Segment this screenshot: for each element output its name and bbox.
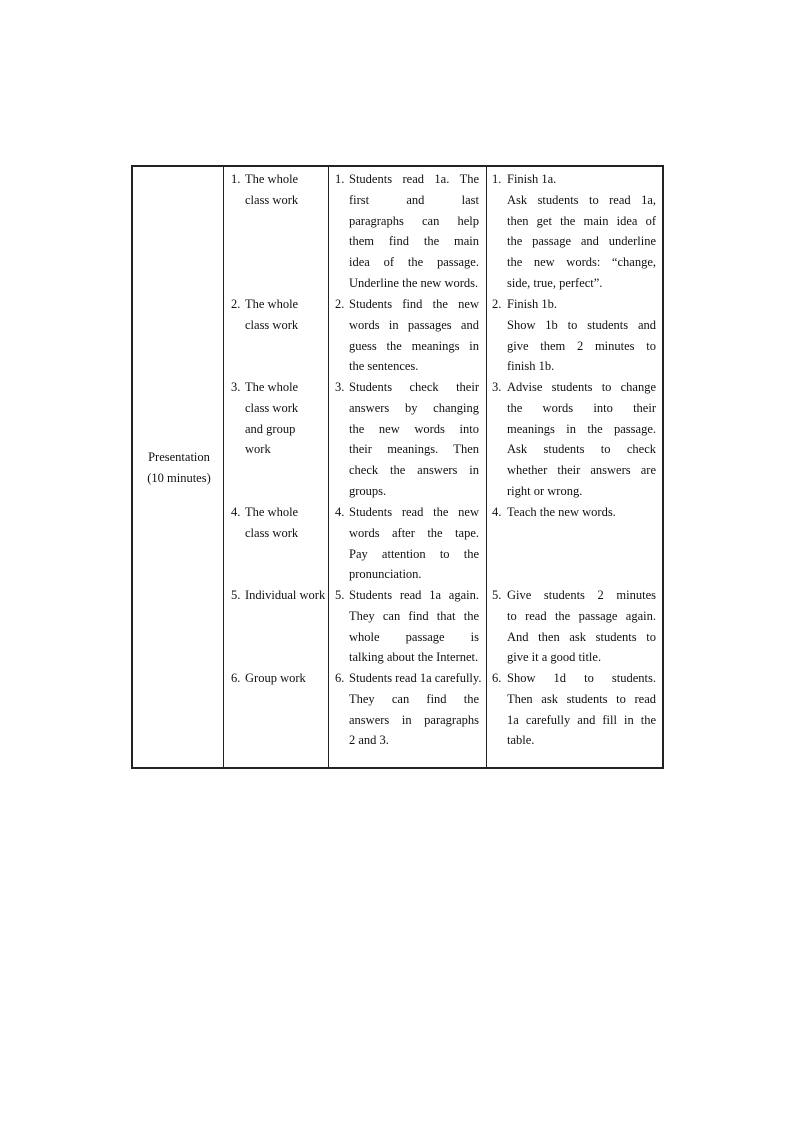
text-line: work — [245, 442, 271, 457]
text-line: And then ask students to — [507, 629, 656, 644]
column-divider — [486, 167, 487, 767]
item-number: 6. — [492, 671, 502, 685]
cell-text — [245, 585, 337, 606]
cell-text — [245, 668, 337, 689]
text-line: Students read the new — [349, 505, 479, 519]
text-line: words in passages and — [349, 317, 479, 332]
text-line: right or wrong. — [507, 483, 583, 498]
text-line: the new words into — [349, 421, 479, 436]
item-number: 3. — [492, 380, 502, 394]
text-line: them find the main — [349, 234, 479, 249]
text-line: Show 1d to students. — [507, 671, 656, 685]
text-line: Students find the new — [349, 297, 479, 311]
text-line: Ask students to read 1a, — [507, 192, 656, 207]
text-line: class work — [245, 317, 299, 332]
item-number: 1. — [231, 172, 241, 186]
text-line: words after the tape. — [349, 525, 479, 540]
text-line: They can find that the — [349, 608, 479, 623]
text-line: Students read 1a again. — [349, 588, 479, 602]
text-line: Students read 1a carefully. — [349, 671, 482, 685]
text-line: pronunciation. — [349, 567, 422, 582]
cell-text — [245, 377, 337, 460]
item-number: 5. — [231, 588, 241, 602]
text-line: Underline the new words. — [349, 275, 479, 290]
text-line: The whole — [245, 380, 299, 394]
text-line: class work — [245, 192, 299, 207]
text-line: Advise students to change — [507, 380, 656, 394]
text-line: They can find the — [349, 691, 479, 706]
cell-text — [507, 668, 656, 751]
text-line: Students check their — [349, 380, 479, 394]
text-line: The whole — [245, 297, 299, 311]
text-line: Teach the new words. — [507, 505, 616, 519]
text-line: their meanings. Then — [349, 442, 479, 457]
cell-text — [349, 585, 479, 668]
cell-text — [507, 377, 656, 502]
item-number: 2. — [231, 297, 241, 311]
cell-text — [349, 502, 479, 585]
cell-text — [507, 294, 656, 377]
text-line: 2 and 3. — [349, 733, 389, 748]
text-line: Then ask students to read — [507, 691, 656, 706]
text-line: first and last — [349, 192, 479, 207]
phase-duration: (10 minutes) — [147, 471, 211, 485]
text-line: guess the meanings in — [349, 338, 479, 353]
item-number: 4. — [492, 505, 502, 519]
item-number: 3. — [335, 380, 345, 394]
text-line: The whole — [245, 172, 299, 186]
text-line: answers by changing — [349, 400, 479, 415]
item-number: 5. — [492, 588, 502, 602]
text-line: groups. — [349, 483, 387, 498]
item-number: 1. — [335, 172, 345, 186]
item-number: 2. — [335, 297, 345, 311]
cell-text — [507, 169, 656, 294]
item-number: 1. — [492, 172, 502, 186]
cell-text — [349, 668, 482, 751]
text-line: Students read 1a. The — [349, 172, 479, 186]
cell-text — [245, 502, 337, 544]
text-line: the new words: “change, — [507, 255, 656, 270]
text-line: give it a good title. — [507, 650, 602, 665]
lesson-plan-table — [131, 165, 664, 769]
text-line: paragraphs can help — [349, 213, 479, 228]
text-line: class work — [245, 400, 299, 415]
cell-text — [349, 169, 479, 294]
text-line: Finish 1a. — [507, 172, 557, 186]
text-line: side, true, perfect”. — [507, 275, 603, 290]
cell-text — [349, 377, 479, 502]
item-number: 4. — [231, 505, 241, 519]
cell-text — [507, 502, 656, 523]
text-line: Group work — [245, 671, 306, 685]
cell-text — [349, 294, 479, 377]
phase-name: Presentation — [148, 450, 210, 464]
text-line: and group — [245, 421, 296, 436]
text-line: give them 2 minutes to — [507, 338, 656, 353]
item-number: 6. — [335, 671, 345, 685]
text-line: finish 1b. — [507, 359, 555, 374]
text-line: check the answers in — [349, 463, 479, 478]
text-line: meanings in the passage. — [507, 421, 656, 436]
text-line: The whole — [245, 505, 299, 519]
text-line: to read the passage again. — [507, 608, 656, 623]
text-line: table. — [507, 733, 535, 748]
text-line: Give students 2 minutes — [507, 588, 656, 602]
text-line: class work — [245, 525, 299, 540]
text-line: Show 1b to students and — [507, 317, 656, 332]
cell-text — [245, 169, 337, 211]
text-line: whether their answers are — [507, 463, 656, 478]
text-line: the words into their — [507, 400, 656, 415]
text-line: Finish 1b. — [507, 297, 558, 311]
text-line: then get the main idea of — [507, 213, 656, 228]
text-line: Ask students to check — [507, 442, 656, 457]
text-line: answers in paragraphs — [349, 712, 479, 727]
text-line: Individual work — [245, 588, 326, 602]
text-line: idea of the passage. — [349, 255, 479, 270]
text-line: Pay attention to the — [349, 546, 479, 561]
cell-text — [245, 294, 337, 336]
item-number: 4. — [335, 505, 345, 519]
text-line: talking about the Internet. — [349, 650, 479, 665]
text-line: 1a carefully and fill in the — [507, 712, 656, 727]
item-number: 5. — [335, 588, 345, 602]
item-number: 3. — [231, 380, 241, 394]
cell-text — [507, 585, 656, 668]
text-line: the passage and underline — [507, 234, 656, 249]
item-number: 2. — [492, 297, 502, 311]
text-line: whole passage is — [349, 629, 479, 644]
phase-cell — [133, 447, 225, 489]
text-line: the sentences. — [349, 359, 419, 374]
item-number: 6. — [231, 671, 241, 685]
